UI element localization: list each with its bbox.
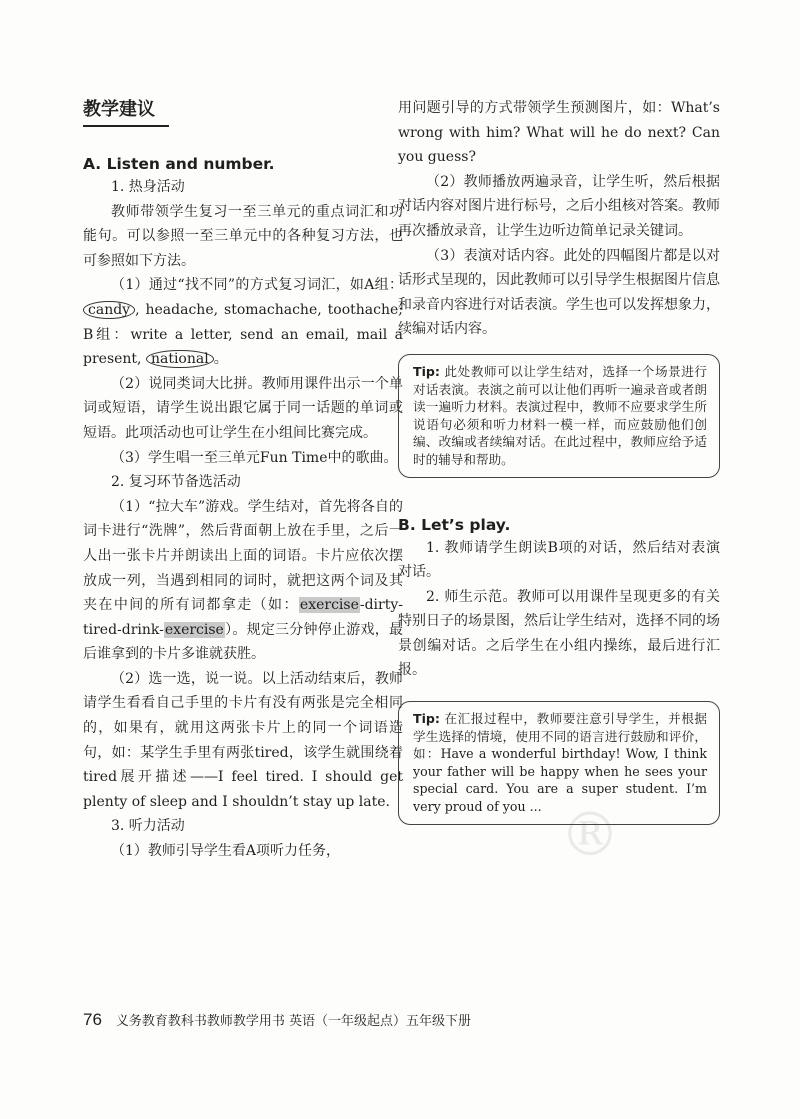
tip-label: Tip: — [413, 711, 440, 727]
section-title: 教学建议 — [83, 95, 169, 127]
text: （1）“拉大车”游戏。学生结对，首先将各自的词卡进行“洗牌”，然后背面朝上放在手里，之后一人出一张卡片并朗读出上面的词语。卡片应依次摆放成一列，当遇到相同的词时，就把这两个词及其夹在中间的所有词都拿走（如： — [83, 498, 403, 614]
left-column — [83, 95, 403, 864]
highlighted-word: exercise — [164, 621, 224, 638]
text: , headache, stomachache, toothache; B组：write a letter, send an email, mail a present, — [83, 301, 403, 368]
section-a-heading: A. Listen and number. — [83, 155, 275, 173]
background-watermark: ® — [560, 800, 620, 870]
subheading-review: 2. 复习环节备选活动 — [111, 474, 241, 491]
subheading-listening: 3. 听力活动 — [111, 818, 185, 835]
tip-box — [398, 354, 720, 478]
section-b-heading: B. Let’s play. — [398, 515, 511, 534]
right-column — [398, 96, 720, 825]
page-footer — [83, 1010, 471, 1030]
text: -dirty-tired-drink- — [83, 597, 403, 638]
paragraph: （2）说同类词大比拼。教师用课件出示一个单词或短语，请学生说出跟它属于同一话题的单词或短语。此项活动也可让学生在小组间比赛完成。 — [83, 375, 403, 441]
paragraph: 用问题引导的方式带领学生预测图片，如：What’s wrong with him? What will he do next? Can you guess? — [398, 100, 720, 166]
paragraph: 教师带领学生复习一至三单元的重点词汇和功能句。可以参照一至三单元中的各种复习方法，也可参照如下方法。 — [83, 203, 403, 269]
tip-label: Tip: — [413, 363, 440, 379]
circled-word-national: national — [146, 350, 214, 368]
paragraph: （2）选一选，说一说。以上活动结束后，教师请学生看看自己手里的卡片有没有两张是完全相同的，如果有，就用这两张卡片上的同一个词语造句，如：某学生手里有两张tired，该学生就围绕着tired展开描述——I feel tired. I should get plenty of sleep and I shouldn’t stay up late. — [83, 670, 403, 810]
subheading-warmup: 1. 热身活动 — [111, 179, 185, 195]
tip-text: 在汇报过程中，教师要注意引导学生，并根据学生选择的情境，使用不同的语言进行鼓励和评价，如：Have a wonderful birthday! Wow, I think your father will be happy when he sees your special card. You are a super student. I’m very proud of you ... — [413, 711, 707, 815]
text: ）。规定三分钟停止游戏，最后谁拿到的卡片多谁就获胜。 — [83, 621, 403, 663]
paragraph-card-game — [83, 495, 403, 667]
tip-text: 此处教师可以让学生结对，选择一个场景进行对话表演。表演之前可以让他们再听一遍录音或者朗读一遍听力材料。表演过程中，教师不应要求学生所说语句必须和听力材料一模一样，而应鼓励他们创编、改编或者续编对话。在此过程中，教师应给予适时的辅导和帮助。 — [413, 363, 707, 467]
paragraph: （2）教师播放两遍录音，让学生听，然后根据对话内容对图片进行标号，之后小组核对答案。教师再次播放录音，让学生边听边简单记录关键词。 — [398, 173, 720, 239]
text: 。 — [213, 351, 228, 368]
paragraph: （3）表演对话内容。此处的四幅图片都是以对话形式呈现的，因此教师可以引导学生根据图片信息和录音内容进行对话表演。学生也可以发挥想象力，续编对话内容。 — [398, 247, 720, 338]
page-number: 76 — [83, 1010, 102, 1029]
tip-box — [398, 701, 720, 825]
text: （1）通过“找不同”的方式复习词汇，如A组： — [111, 277, 403, 294]
paragraph: 2. 师生示范。教师可以用课件呈现更多的有关特别日子的场景图，然后让学生结对，选择不同的场景创编对话。之后学生在小组内操练，最后进行汇报。 — [398, 588, 720, 679]
circled-word-candy: candy — [83, 301, 135, 319]
paragraph-find-difference — [83, 273, 403, 371]
highlighted-word: exercise — [299, 597, 359, 614]
footer-book-title: 义务教育教科书教师教学用书 英语（一年级起点）五年级下册 — [115, 1014, 472, 1029]
paragraph: 1. 教师请学生朗读B项的对话，然后结对表演对话。 — [398, 539, 720, 581]
paragraph: （1）教师引导学生看A项听力任务， — [111, 843, 341, 860]
paragraph: （3）学生唱一至三单元Fun Time中的歌曲。 — [111, 449, 398, 466]
